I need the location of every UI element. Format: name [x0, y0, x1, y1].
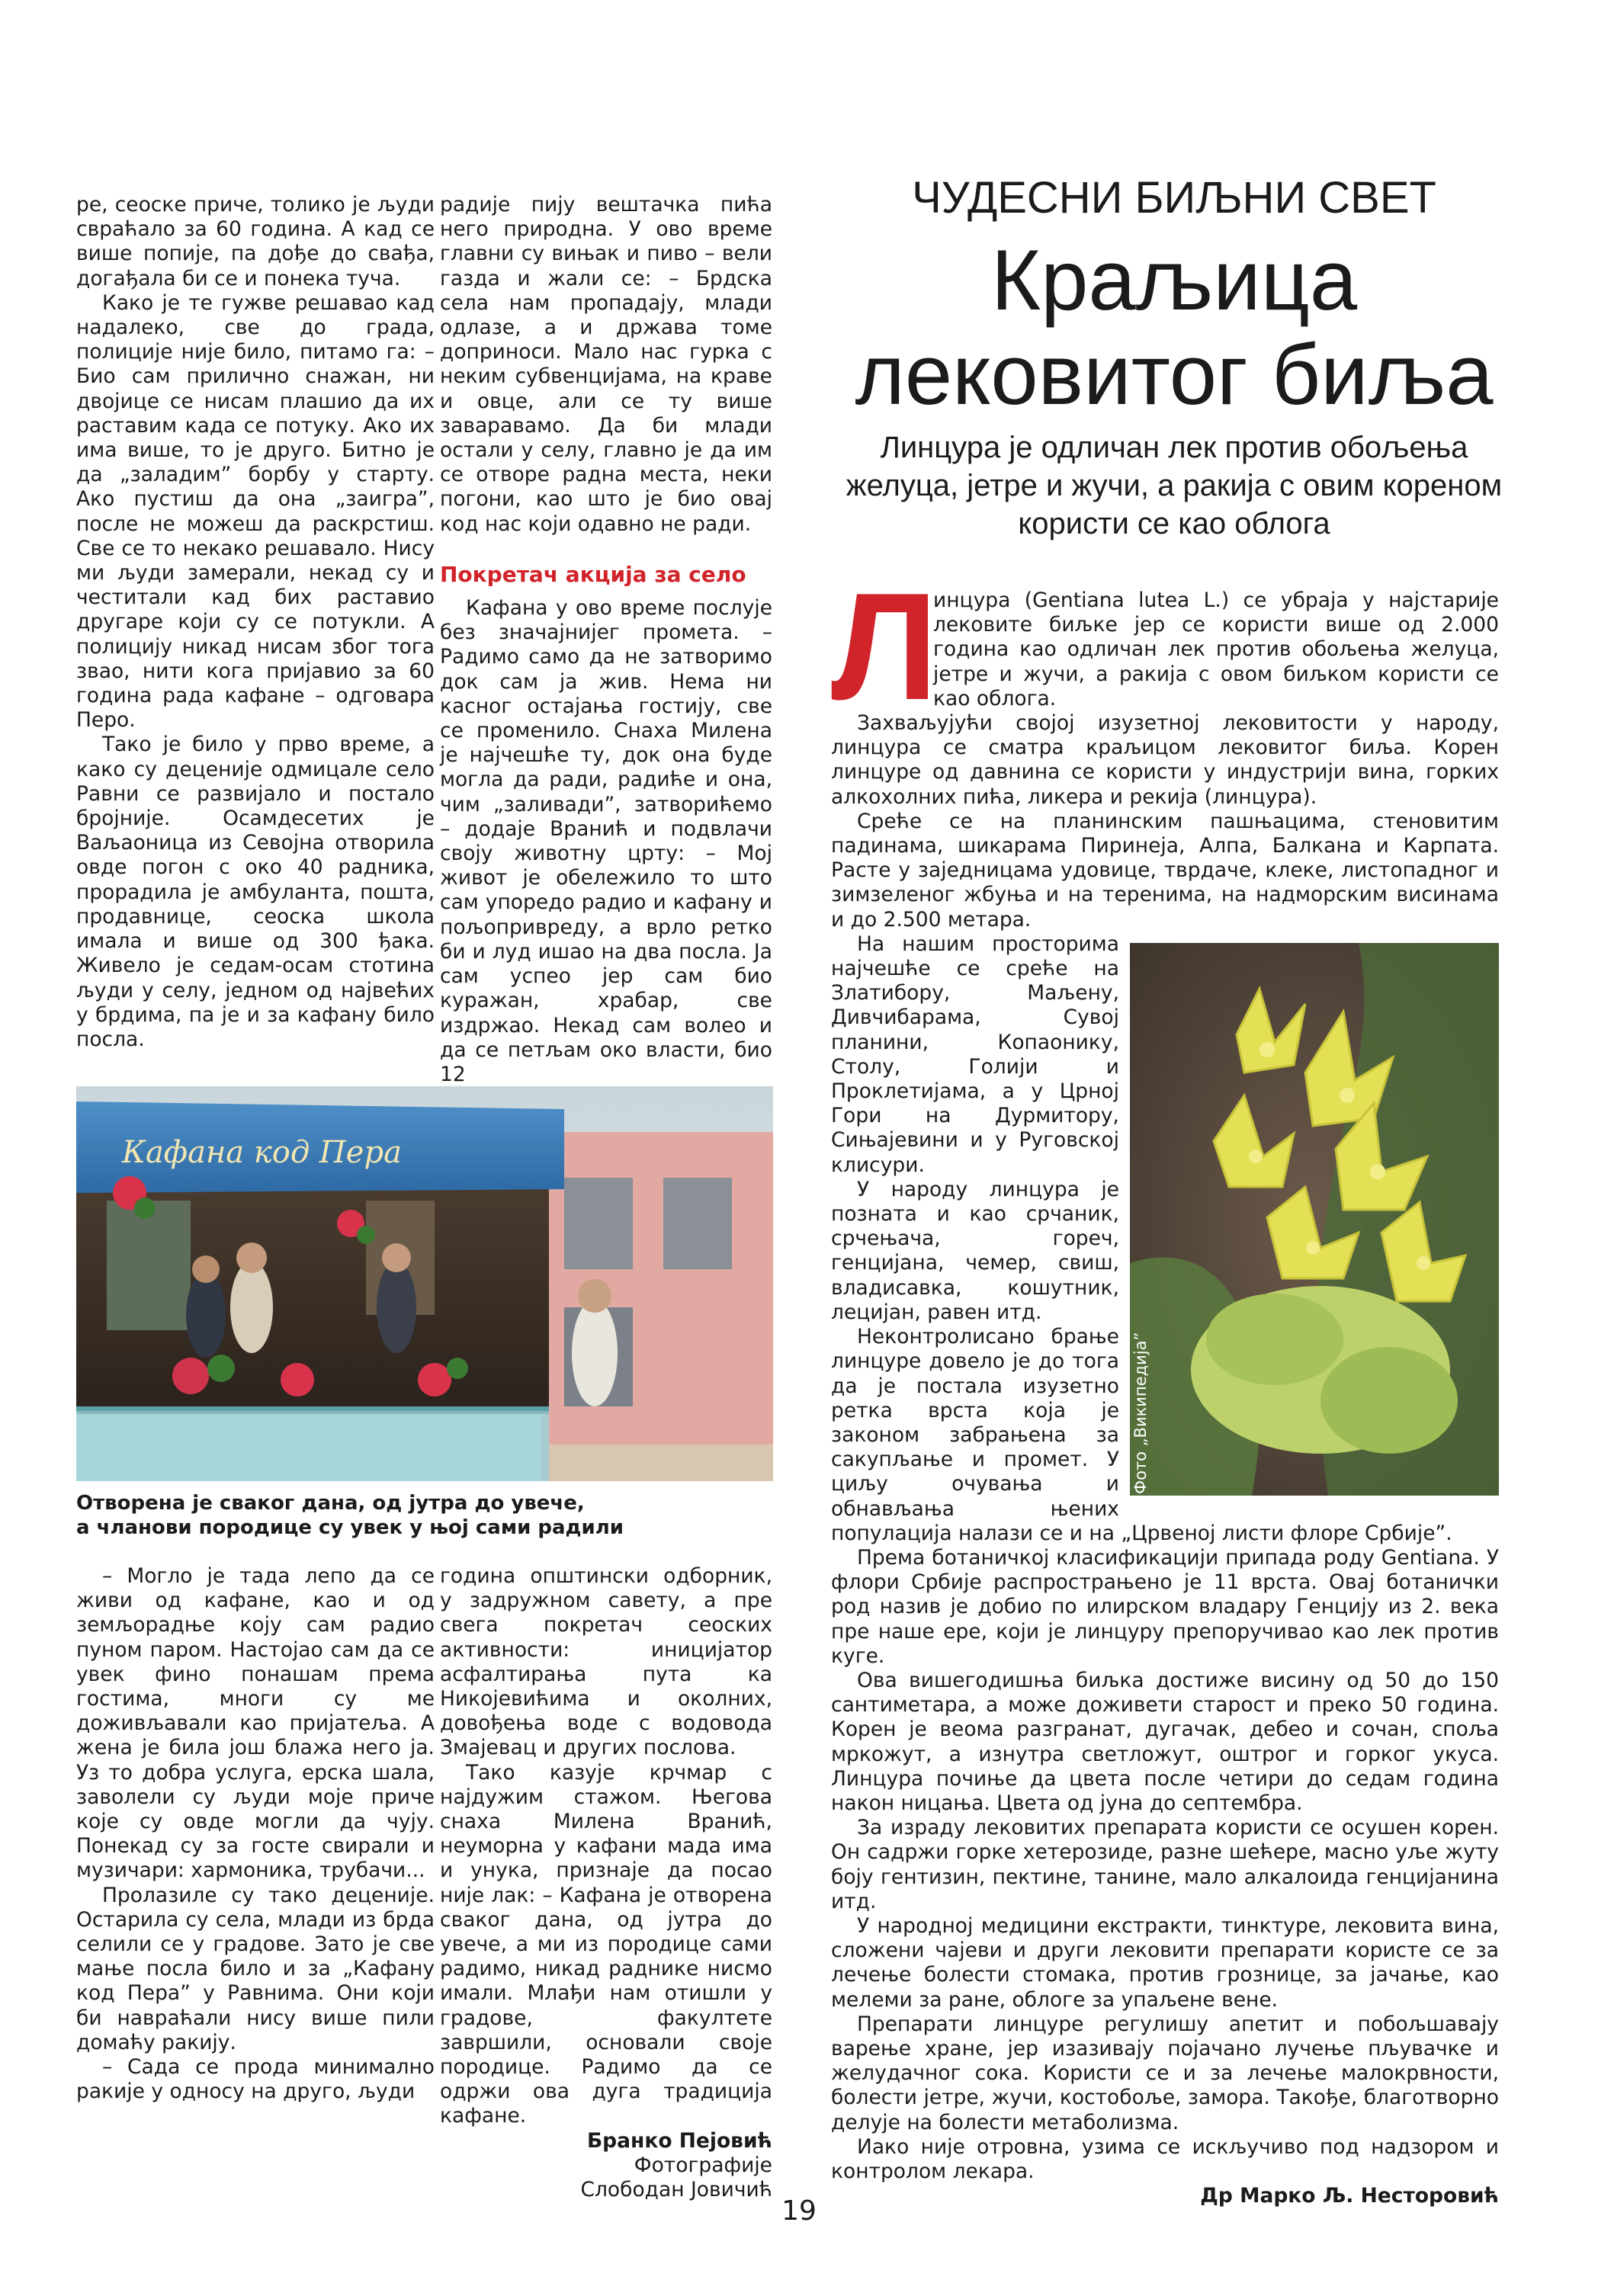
paragraph: радије пију вештачка пића него природна. У ово време главни су вињак и пиво – вели газда и жали се: – Брдска села нам пропадају, млади одлазе, а и држава томе доприноси. Мало нас гурка с неким субвенцијама, на краве и овце, али се ту више заваравамо. Да би млади остали у селу, главно је да им се отворе радна места, неки погони, као што је био овај код нас који одавно не ради. [440, 193, 772, 536]
paragraph: – Сада се прода минимално ракије у односу на друго, људи [76, 2055, 435, 2104]
paragraph: На нашим просторима најчешће се среће на Златибору, Маљену, Дивчибарама, Сувој планини, Копаонику, Столу, Голији и Проклетијама, а у Црној Гори на Дурмитору, Сињајевини и у Руговској клисури. [831, 932, 1119, 1177]
photographer-name: Слободан Јовичић [580, 2178, 772, 2202]
paragraph: Препарати линцуре регулишу апетит и побољшавају варење хране, јер изазивају појачано лучење пљувачке и желудачног сока. Користи се и за лечење малокрвности, болести јетре, жучи, костобоље, замора. Такође, благотворно делује на болести метаболизма. [831, 2012, 1499, 2134]
column-2 [440, 193, 772, 1087]
paragraph: Иако није отровна, узима се искључиво под надзором и контролом лекара. [831, 2134, 1499, 2183]
caption-line: Отворена је сваког дана, од јутра до увече, [76, 1492, 585, 1515]
paragraph: Тако је било у прво време, а како су деценије одмицале село Равни се развијало и постало бројније. Осамдесетих је Ваљаоница из Севојна отворила овде погон с око 40 радника, прорадила је амбуланта, пошта, продавнице, сеоска школа имала и више од 300 ђака. Живело је седам-осам стотина људи у селу, једном од највећих у брдима, па је и за кафану било посла. [76, 733, 435, 1051]
column-1 [76, 193, 435, 1052]
paragraph: – Могло је тада лепо да се живи од кафане, као и од земљорадње коју сам радио пуном паром. Настојао сам да се увек фино понашам према гостима, многи су ме доживљавали као пријатеља. А жена је била још блажа него ја. Уз то добра услуга, ерска шала, заволели су људи моје приче које су овде могли да чују. Понекад су за госте свирали и музичари: хармоника, трубачи... [76, 1564, 435, 1883]
paragraph: У народу линцура је позната и као срчаник, срчењача, гореч, генцијана, чемер, свиш, владисавка, кошутник, лецијан, равен итд. [831, 1177, 1119, 1324]
cafe-sign-text: Кафана код Пера [122, 1135, 402, 1170]
title-line: Краљица [990, 232, 1358, 328]
paragraph: Тако казује крчмар с најдужим стажом. Његова снаха Милена Вранић, неуморна у кафани мада има и унука, признаје да посао није лак: – Кафана је отворена сваког дана, од јутра до увече, а ми из породице сами радимо, никад раднике нисмо имали. Млађи нам отишли у градове, факултете завршили, основали своје породице. Радимо да се одржи ова дуга традиција кафане. [440, 1760, 772, 2128]
page-number: 19 [781, 2195, 817, 2227]
paragraph: Према ботаничкој класификацији припада роду Gentiana. У флори Србије распрострањено је 11 врста. Овај ботанички род назив је добио по илирском владару Генцију из 2. века пре наше ере, који је линцуру препоручивао као лек против куге. [831, 1545, 1499, 1668]
paragraph: Неконтролисано брање линцуре довело је до тога да је постала изузетно ретка врста која је законом забрањена за сакупљање и промет. У циљу очувања и обнављања њених популација налази се и на „Црвеној листи флоре Србије”. [831, 1325, 1452, 1545]
article-kicker: ЧУДЕСНИ БИЉНИ СВЕТ [912, 173, 1436, 223]
drop-cap: Л [831, 562, 939, 732]
paragraph: За израду лековитих препарата користи се осушен корен. Он садржи горке хетерозиде, разне шећере, масно уље жуту боју гентизин, пектине, танине, мало алкалоида генцијанина итд. [831, 1816, 1499, 1913]
column-3 [76, 1564, 435, 2104]
paragraph: У народној медицини екстракти, тинктуре, лековита вина, сложени чајеви и други лековити препарати користе се за лечење болести стомака, против грознице, за јачање, као мелеми за ране, облоге за упаљене вене. [831, 1913, 1499, 2012]
paragraph: Кафана у ово време послује без значајнијег промета. – Радимо само да не затворимо док сам ја жив. Нема ни касног остајања гостију, све се променило. Снаха Милена је најчешће ту, док она буде могла да ради, радиће и она, чим „заливади”, затворићемо – додаје Вранић и подвлачи своју животну црту: – Мој живот је обележило то што сам упоредо радио и кафану и пољопривреду, а врло ретко би и луд ишао на два посла. Ја сам успео јер сам био куражан, храбар, све издржао. Некад сам волео и да се петљам око власти, био 12 [440, 596, 772, 1086]
article-lead: Линцура је одличан лек против обољења желуца, јетре и жучи, а ракија с овим кореном користи се као облога [846, 431, 1503, 540]
author-name: Др Марко Љ. Несторовић [1200, 2184, 1499, 2208]
column-4 [440, 1564, 772, 2202]
photo-caption [76, 1491, 773, 1540]
paragraph: ре, сеоске приче, толико је људи свраћало за 60 година. А кад се више попије, па дође до свађа, догађала би се и понека туча. [76, 193, 435, 290]
paragraph: година општински одборник, у задружном савету, а пре свега покретач сеоских активности: иницијатор асфалтирања пута ка Никојевићима и околних, довођења воде с водовода Змајевац и других послова. [440, 1564, 772, 1760]
paragraph: Захваљујући својој изузетној лековитости у народу, линцура се сматра краљицом лековитог биља. Корен линцуре од давнина се користи у индустрији вина, горких алкохолних пића, ликера и рекија (линцура). [831, 711, 1499, 809]
paragraph: Како је те гужве решавао кад надалеко, све до града, полиције није било, питамо га: – Био сам прилично снажан, ни двојице се нисам плашио да их раставим када се потуку. Ако их има више, то је друго. Битно је да „заладим” борбу у старту. Ако пустиш да она „заигра”, после не можеш да раскрстиш. Све се то некако решавало. Нису ми људи замерали, некад су и честитали кад бих раставио другаре који су се потукли. А полицију никад нисам због тога звао, нити кога пријавио за 60 година рада кафане – одговара Перо. [76, 290, 435, 733]
photo-label: Фотографије [634, 2153, 772, 2177]
article-title [823, 233, 1525, 422]
section-subheading: Покретач акција за село [440, 561, 746, 587]
gentian-flower-photo [1130, 943, 1499, 1496]
article-body [831, 562, 1499, 2208]
paragraph: Пролазиле су тако деценије. Остарила су села, млади из брда селили се у градове. Зато је све мање посла било и за „Кафану код Пера” у Равнима. Они који би навраћали нису више пили домаћу ракију. [76, 1883, 435, 2054]
photo-credit: Фото „Википедија” [1131, 1332, 1150, 1494]
paragraph: Среће се на планинским пашњацима, стеновитим падинама, шикарама Пиринеја, Алпа, Балкана и Карпата. Расте у заједницама удовице, тврдаче, клеке, листопадног и зимзеленог жбуња и на теренима, на надморским висинама и до 2.500 метара. [831, 809, 1499, 932]
cafe-photo [76, 1086, 773, 1481]
title-line: лековитог биља [855, 327, 1494, 422]
author-name: Бранко Пејовић [586, 2128, 772, 2153]
paragraph: Ова вишегодишња биљка достиже висину од 50 до 150 сантиметара, а може доживети старост и преко 50 година. Корен је веома разгранат, дугачак, дебео и сочан, споља мркожут, а изнутра светложут, оштрог и горког укуса. Линцура почиње да цвета после четири до седам година након ницања. Цвета од јуна до септембра. [831, 1668, 1499, 1815]
paragraph: инцура (Gentiana lutea L.) се убраја у најстарије лековите биљке јер се користи више од 2.000 година као одличан лек против обољења желуца, јетре и жучи, а ракија с овом биљком користи се као облога. [933, 588, 1499, 710]
caption-line: а чланови породице су увек у њој сами радили [76, 1516, 624, 1539]
